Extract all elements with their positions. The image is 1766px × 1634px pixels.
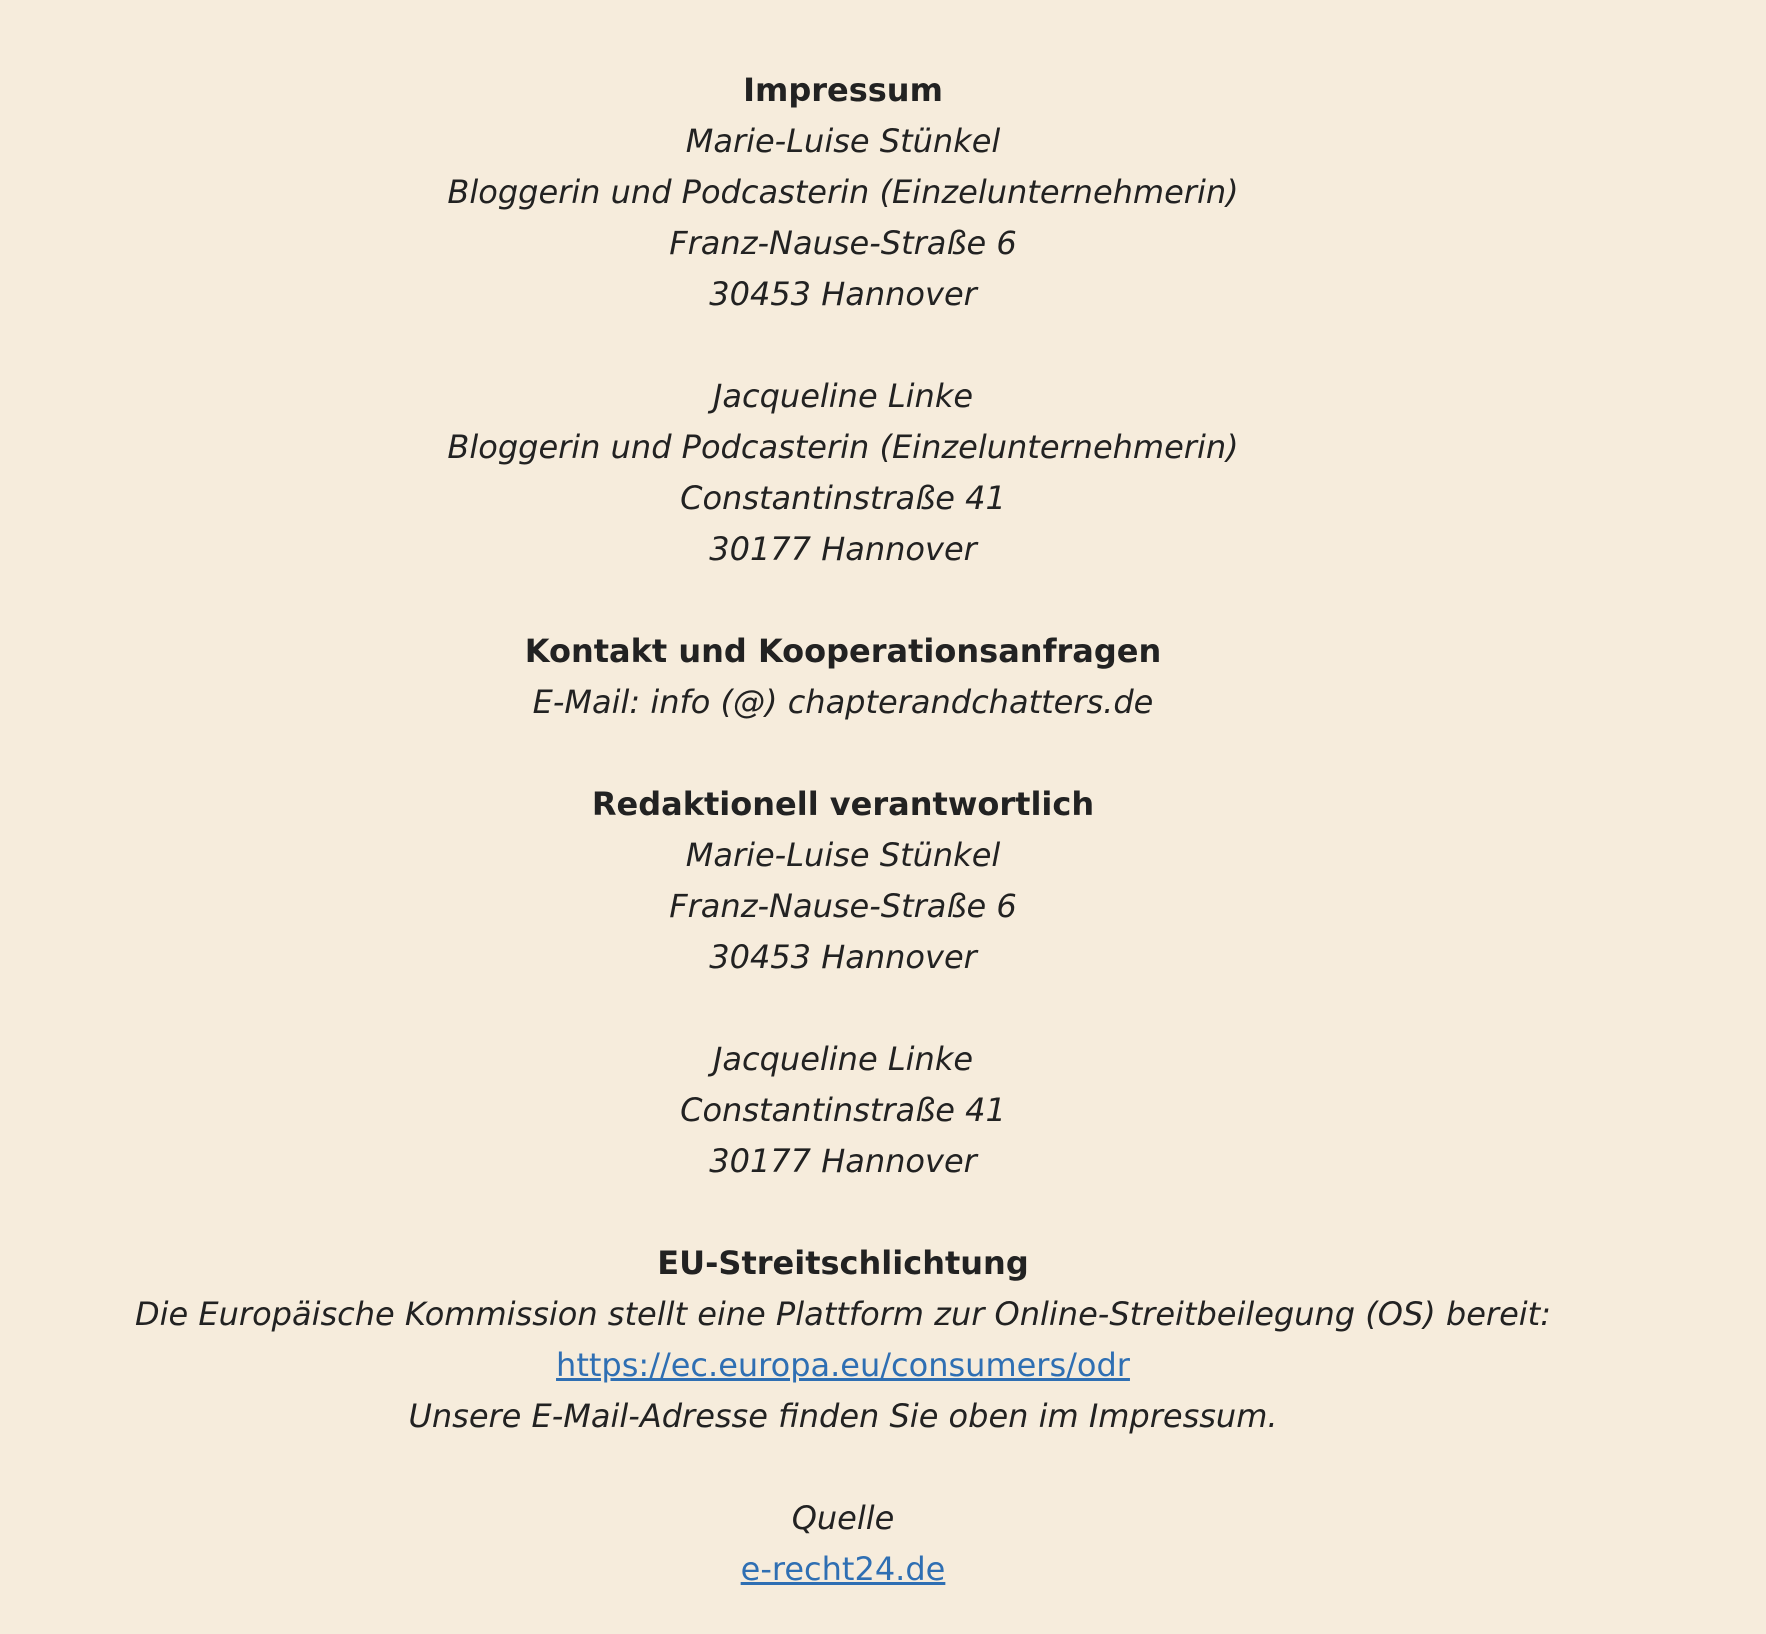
contact-heading: Kontakt und Kooperationsanfragen xyxy=(524,632,1162,670)
editorial-person-2-street: Constantinstraße 41 xyxy=(680,1091,1006,1129)
impressum-person-1-city: 30453 Hannover xyxy=(709,275,977,313)
impressum-person-1-name: Marie-Luise Stünkel xyxy=(685,122,1001,160)
spacer xyxy=(0,983,1686,1034)
impressum-person-2-role: Bloggerin und Podcasterin (Einzelunternehmerin) xyxy=(447,428,1239,466)
odr-platform-link[interactable]: https://ec.europa.eu/consumers/odr xyxy=(556,1346,1130,1384)
impressum-heading: Impressum xyxy=(743,71,943,109)
eu-dispute-text: Die Europäische Kommission stellt eine Plattform zur Online-Streitbeilegung (OS) bereit: xyxy=(135,1295,1551,1333)
spacer xyxy=(0,1442,1686,1493)
editorial-person-2-city: 30177 Hannover xyxy=(709,1142,977,1180)
spacer xyxy=(0,575,1686,626)
spacer xyxy=(0,320,1686,371)
editorial-person-1-name: Marie-Luise Stünkel xyxy=(685,836,1001,874)
impressum-person-1-role: Bloggerin und Podcasterin (Einzelunternehmerin) xyxy=(447,173,1239,211)
spacer xyxy=(0,1187,1686,1238)
editorial-person-1-street: Franz-Nause-Straße 6 xyxy=(669,887,1017,925)
editorial-person-2-name: Jacqueline Linke xyxy=(712,1040,974,1078)
eu-dispute-heading: EU-Streitschlichtung xyxy=(657,1244,1029,1282)
impressum-person-2-street: Constantinstraße 41 xyxy=(680,479,1006,517)
eu-dispute-note: Unsere E-Mail-Adresse finden Sie oben im Impressum. xyxy=(408,1397,1278,1435)
imprint-section xyxy=(0,65,1686,1595)
editorial-person-1-city: 30453 Hannover xyxy=(709,938,977,976)
impressum-person-2-city: 30177 Hannover xyxy=(709,530,977,568)
source-link[interactable]: e-recht24.de xyxy=(740,1550,946,1588)
spacer xyxy=(0,728,1686,779)
source-label: Quelle xyxy=(791,1499,895,1537)
contact-email: E-Mail: info (@) chapterandchatters.de xyxy=(532,683,1154,721)
editorial-heading: Redaktionell verantwortlich xyxy=(591,785,1095,823)
eu-dispute-link-line xyxy=(0,1340,1686,1391)
impressum-person-1-street: Franz-Nause-Straße 6 xyxy=(669,224,1017,262)
impressum-person-2-name: Jacqueline Linke xyxy=(712,377,974,415)
source-link-line xyxy=(0,1544,1686,1595)
